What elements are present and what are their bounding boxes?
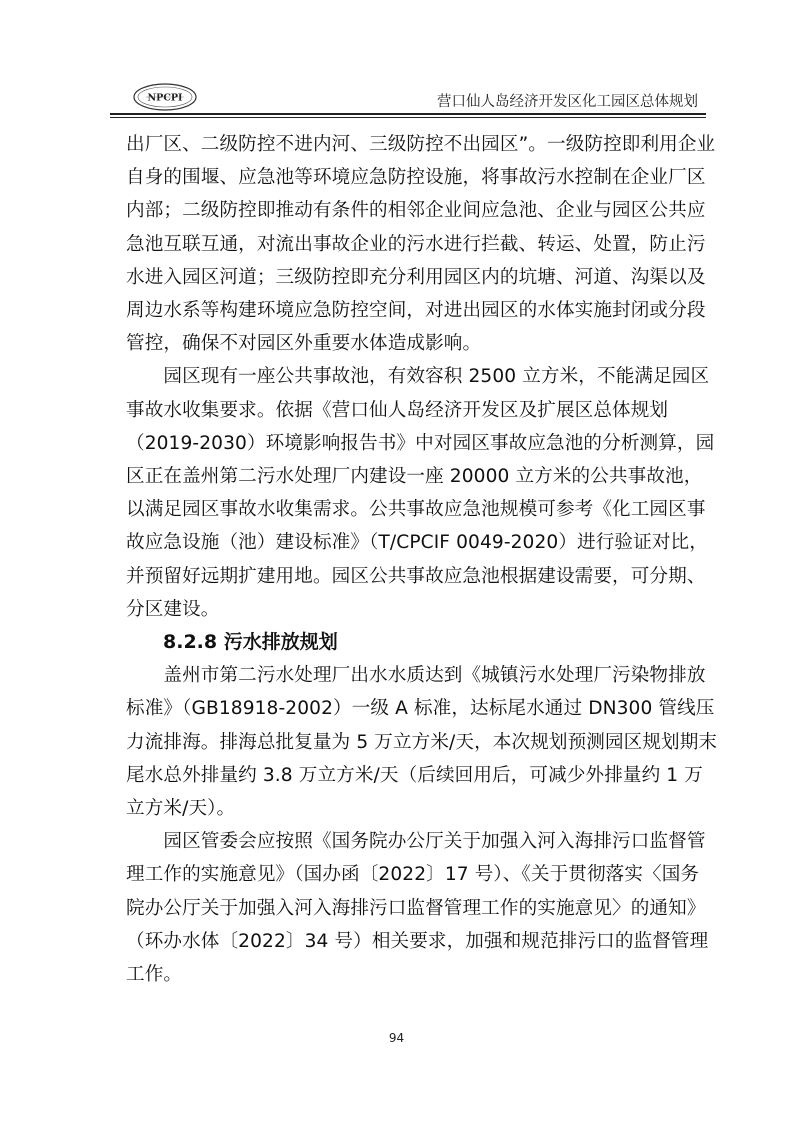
text-line: 故应急设施（池）建设标准》（T/CPCIF 0049-2020）进行验证对比， <box>126 532 708 554</box>
text-line: 力流排海。排海总批复量为 5 万立方米/天，本次规划预测园区规划期末 <box>126 731 718 753</box>
section-heading: 8.2.8 污水排放规划 <box>163 631 338 654</box>
header-rule-thin <box>110 117 706 118</box>
text-line: 立方米/天）。 <box>126 798 236 820</box>
header-title: 营口仙人岛经济开发区化工园区总体规划 <box>437 94 698 110</box>
paragraph-discharge-standard <box>126 659 718 825</box>
text-line: 尾水总外排量约 3.8 万立方米/天（后续回用后，可减少外排量约 1 万 <box>126 764 703 786</box>
text-line: 水进入园区河道；三级防控即充分利用园区内的坑塘、河道、沟渠以及 <box>126 266 706 288</box>
text-line: （2019-2030）环境影响报告书》中对园区事故应急池的分析测算，园 <box>126 432 715 454</box>
logo-text: NPCPI <box>147 92 183 104</box>
paragraph-accident-pool <box>126 360 715 626</box>
text-line: 区正在盖州第二污水处理厂内建设一座 20000 立方米的公共事故池， <box>126 466 703 488</box>
page-header <box>110 80 706 116</box>
text-line: 并预留好远期扩建用地。园区公共事故应急池根据建设需要，可分期、 <box>126 565 706 587</box>
text-line: 标准》（GB18918-2002）一级 A 标准，达标尾水通过 DN300 管线压 <box>126 698 715 720</box>
text-line: 以满足园区事故水收集需求。公共事故应急池规模可参考《化工园区事 <box>126 499 706 521</box>
text-line: 院办公厅关于加强入河入海排污口监督管理工作的实施意见〉的通知》 <box>126 897 706 919</box>
text-line: 理工作的实施意见》（国办函〔2022〕17 号）、《关于贯彻落实〈国务 <box>126 864 700 886</box>
text-line: 急池互联互通，对流出事故企业的污水进行拦截、转运、处置，防止污 <box>126 233 706 255</box>
text-line: 内部；二级防控即推动有条件的相邻企业间应急池、企业与园区公共应 <box>126 200 706 222</box>
text-line: 分区建设。 <box>126 598 220 620</box>
text-line: 出厂区、二级防控不进内河、三级防控不出园区”。一级防控即利用企业 <box>126 134 716 155</box>
text-line: 自身的围堰、应急池等环境应急防控设施，将事故污水控制在企业厂区 <box>126 167 706 189</box>
page-number: 94 <box>388 1031 405 1045</box>
text-line: 工作。 <box>126 964 183 986</box>
text-line: 园区管委会应按照《国务院办公厅关于加强入河入海排污口监督管 <box>126 831 706 853</box>
document-body <box>126 128 718 991</box>
npcpi-logo <box>132 82 198 112</box>
text-line: 事故水收集要求。依据《营口仙人岛经济开发区及扩展区总体规划 <box>126 399 669 421</box>
paragraph-outfall-management <box>126 825 709 991</box>
text-line: （环办水体〔2022〕34 号）相关要求，加强和规范排污口的监督管理 <box>126 930 709 952</box>
header-rule <box>110 113 706 115</box>
text-line: 管控，确保不对园区外重要水体造成影响。 <box>126 333 482 355</box>
text-line: 盖州市第二污水处理厂出水水质达到《城镇污水处理厂污染物排放 <box>126 665 706 687</box>
text-line: 园区现有一座公共事故池，有效容积 2500 立方米，不能满足园区 <box>126 366 710 388</box>
text-line: 周边水系等构建环境应急防控空间，对进出园区的水体实施封闭或分段 <box>126 300 706 322</box>
paragraph-emergency-prevention <box>126 128 716 360</box>
